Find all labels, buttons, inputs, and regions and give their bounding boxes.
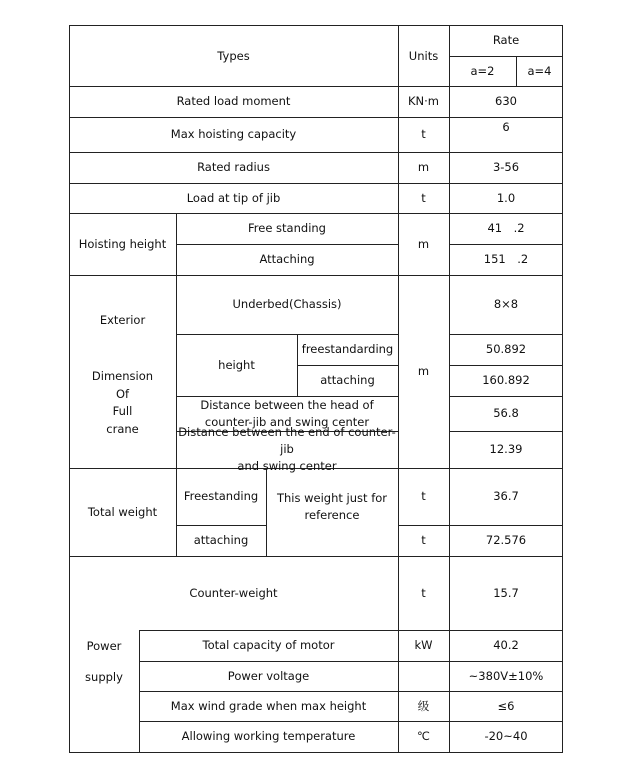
working-temp-unit: ℃ <box>417 729 430 743</box>
header-units: Units <box>408 48 439 63</box>
working-temp-value: -20~40 <box>484 729 528 743</box>
power-voltage-unit <box>398 661 449 691</box>
motor-capacity-value: 40.2 <box>493 638 519 652</box>
max-wind-label: Max wind grade when max height <box>170 698 367 713</box>
working-temp-label: Allowing working temperature <box>181 729 356 743</box>
head-distance-label: Distance between the head of counter-jib and swing center <box>200 397 374 429</box>
total-weight-label: Total weight <box>87 504 158 519</box>
header-rate: Rate <box>492 33 520 47</box>
height-label: height <box>218 357 255 372</box>
counter-weight-value: 15.7 <box>493 585 519 600</box>
freestanding-unit: t <box>421 489 426 503</box>
full-label: Full <box>112 403 133 418</box>
header-a4: a=4 <box>527 64 552 78</box>
underbed-label: Underbed(Chassis) <box>232 297 342 311</box>
motor-capacity-label: Total capacity of motor <box>202 638 335 652</box>
tw-attaching-value: 72.576 <box>485 533 527 547</box>
tw-attaching-label: attaching <box>193 533 249 547</box>
load-at-tip-value: 1.0 <box>496 190 516 205</box>
tw-attaching-unit: t <box>421 533 426 547</box>
max-hoisting-capacity-value: 6 <box>502 119 510 134</box>
rated-load-moment-value: 630 <box>495 94 517 108</box>
attaching-label: Attaching <box>259 252 315 266</box>
dimension-label: Dimension <box>91 368 154 383</box>
freestanding-label: Freestanding <box>183 489 259 503</box>
border-bottom <box>69 752 563 753</box>
rated-load-moment-unit: KN·m <box>407 94 439 108</box>
height-attaching-value: 160.892 <box>482 373 530 387</box>
end-distance-label: Distance between the end of counter-jib and swing center <box>178 425 396 473</box>
rated-radius-unit: m <box>417 160 430 174</box>
rated-load-moment-label: Rated load moment <box>176 94 291 108</box>
freestanding-value: 36.7 <box>493 489 519 503</box>
motor-capacity-unit: kW <box>414 638 433 652</box>
attaching-value: 151 .2 <box>483 252 529 266</box>
end-distance-value: 12.39 <box>489 442 523 456</box>
power-label: Power <box>86 638 122 653</box>
exterior-label: Exterior <box>99 312 146 327</box>
hoisting-height-unit: m <box>417 236 430 251</box>
rated-radius-label: Rated radius <box>197 160 270 174</box>
counter-weight-unit: t <box>421 585 426 600</box>
max-wind-unit: 级 <box>417 698 430 713</box>
free-standing-value: 41 .2 <box>487 221 525 235</box>
freestandarding-label: freestandarding <box>301 342 394 356</box>
max-hoisting-capacity-label: Max hoisting capacity <box>170 127 297 141</box>
hoisting-height-label: Hoisting height <box>78 236 167 251</box>
power-voltage-value: ~380V±10% <box>468 668 544 683</box>
supply-label: supply <box>85 669 123 684</box>
power-voltage-label: Power voltage <box>227 668 310 683</box>
of-label: Of <box>115 386 130 401</box>
underbed-value: 8×8 <box>493 297 519 311</box>
load-at-tip-unit: t <box>421 190 426 205</box>
weight-reference-note: This weight just for reference <box>276 491 388 522</box>
head-distance-value: 56.8 <box>493 406 519 420</box>
max-wind-value: ≤6 <box>497 698 515 713</box>
max-hoisting-capacity-unit: t <box>421 127 426 141</box>
exterior-unit: m <box>417 364 430 378</box>
header-a2: a=2 <box>470 64 495 78</box>
header-types: Types <box>217 48 250 63</box>
free-standing-label: Free standing <box>248 221 326 235</box>
rated-radius-value: 3-56 <box>492 160 520 174</box>
crane-label: crane <box>106 421 139 436</box>
counter-weight-label: Counter-weight <box>189 585 278 600</box>
height-attaching-label: attaching <box>320 373 375 387</box>
freestandarding-value: 50.892 <box>485 342 527 356</box>
load-at-tip-label: Load at tip of jib <box>186 190 281 205</box>
